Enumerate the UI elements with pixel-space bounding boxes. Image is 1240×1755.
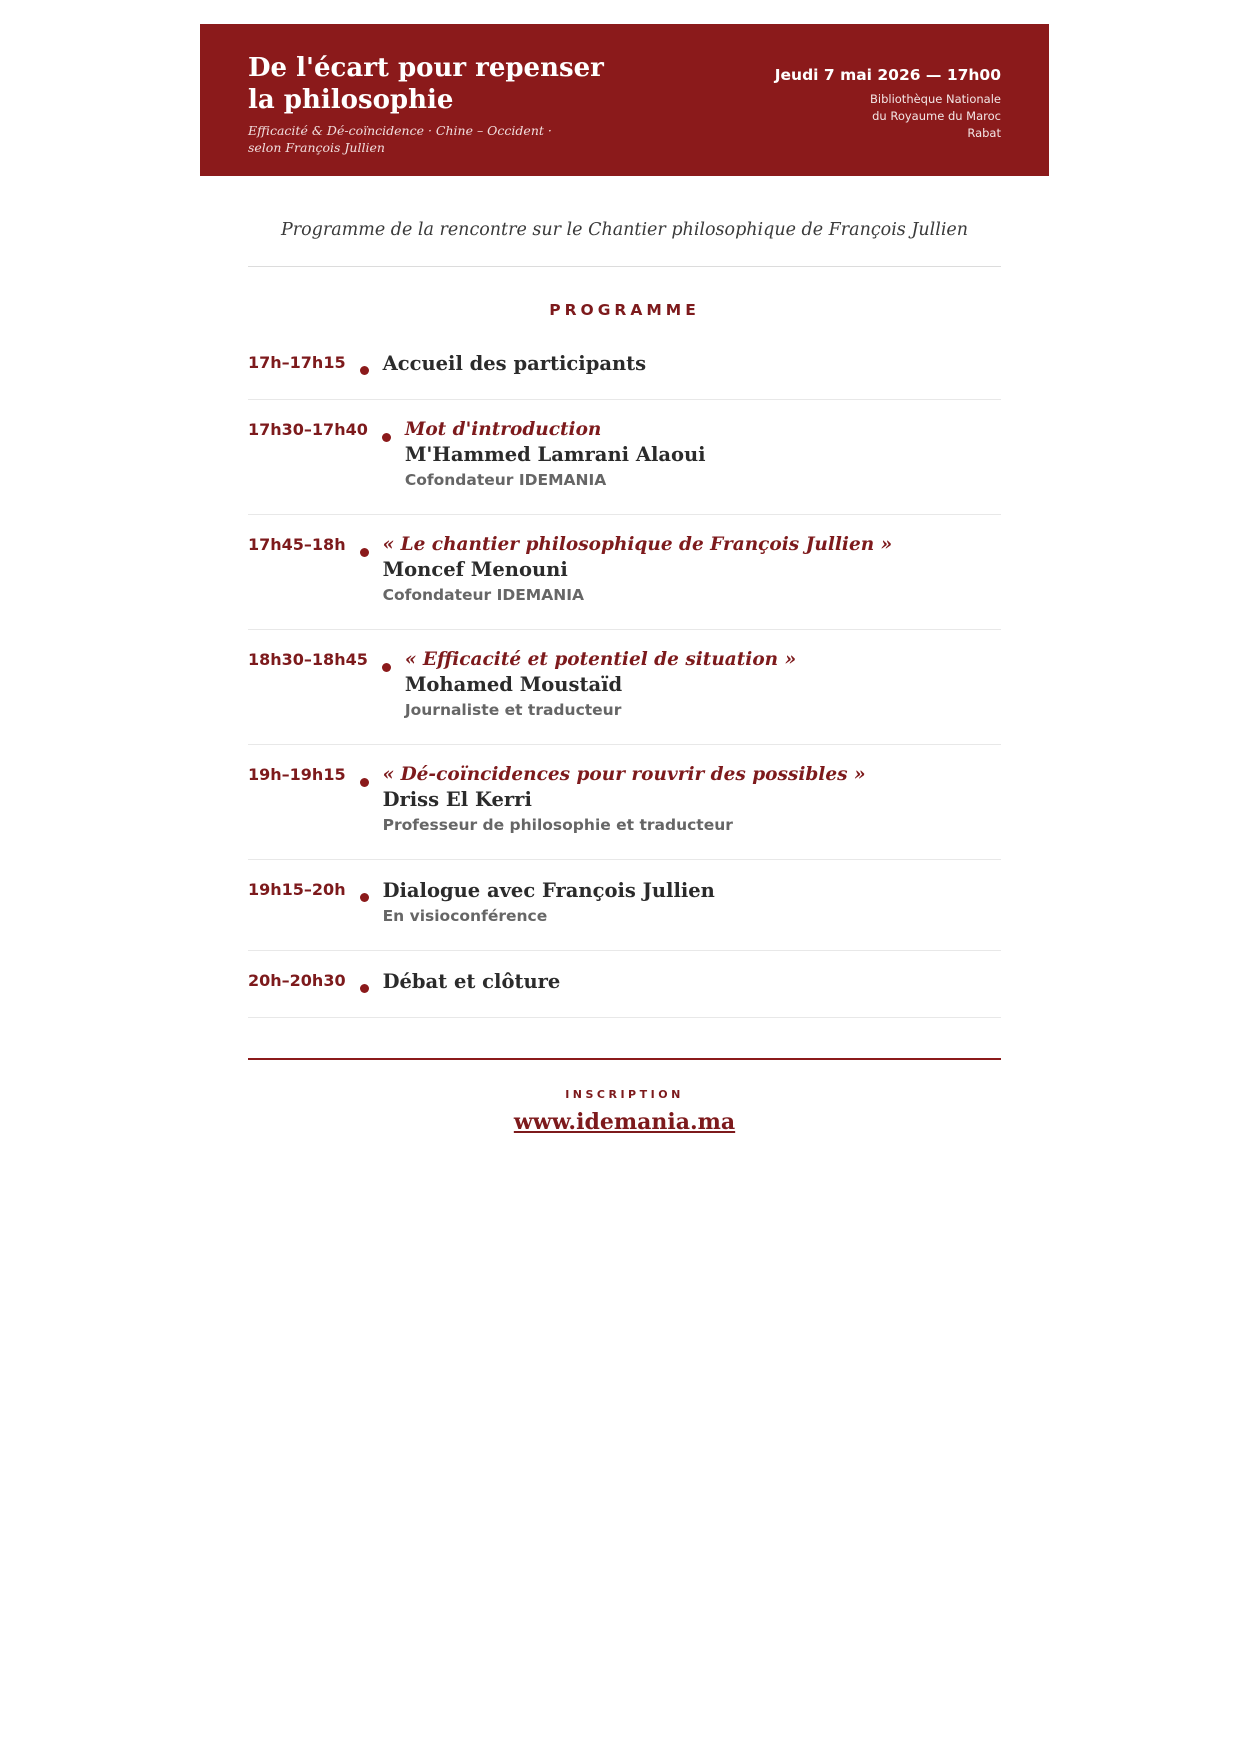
item-speaker: Driss El Kerri [382, 788, 532, 811]
programme-item [248, 745, 1001, 860]
item-body [383, 351, 1001, 377]
item-name: Débat et clôture [382, 970, 561, 993]
inscription-label: INSCRIPTION [565, 1088, 684, 1101]
bullet-dot [382, 433, 391, 442]
bullet-dot [360, 893, 369, 902]
intro-text: Programme de la rencontre sur le Chantier philosophique de François Jullien [248, 220, 1001, 267]
item-time: 17h–17h15 [248, 353, 346, 372]
item-time: 17h30–17h40 [248, 420, 368, 439]
bullet-dot [360, 778, 369, 787]
header-left [248, 52, 668, 176]
item-talk-title: « Dé-coïncidences pour rouvrir des possibles » [382, 764, 866, 785]
event-venue [775, 91, 1001, 142]
bullet-dot [360, 984, 369, 993]
header-right [775, 52, 1001, 176]
programme-page [200, 24, 1049, 1135]
bullet-dot [382, 663, 391, 672]
programme-heading: PROGRAMME [549, 301, 700, 319]
item-talk-title: « Le chantier philosophique de François Jullien » [382, 534, 893, 555]
item-body [383, 878, 1001, 928]
programme-list [248, 333, 1001, 1018]
venue-line-3: Rabat [967, 126, 1001, 140]
item-body [383, 763, 1001, 837]
item-speaker: M'Hammed Lamrani Alaoui [404, 443, 706, 466]
programme-item [248, 515, 1001, 630]
event-subtitle [248, 122, 668, 156]
item-role: Journaliste et traducteur [404, 701, 622, 719]
item-time: 17h45–18h [248, 535, 346, 554]
content [200, 220, 1049, 1135]
item-role: En visioconférence [382, 907, 548, 925]
event-date: Jeudi 7 mai 2026 — 17h00 [774, 66, 1001, 84]
programme-item [248, 630, 1001, 745]
programme-item [248, 951, 1001, 1018]
item-body [383, 969, 1001, 995]
item-speaker: Moncef Menouni [382, 558, 568, 581]
item-time: 18h30–18h45 [248, 650, 368, 669]
section-divider [248, 1058, 1001, 1060]
inscription-link[interactable]: www.idemania.ma [513, 1109, 736, 1135]
bullet-dot [360, 366, 369, 375]
item-speaker: Mohamed Moustaïd [404, 673, 623, 696]
event-title [248, 52, 668, 116]
item-body [405, 418, 1001, 492]
subtitle-line-2: selon François Jullien [248, 140, 385, 155]
item-time: 19h15–20h [248, 880, 346, 899]
item-time: 19h–19h15 [248, 765, 346, 784]
header-banner [200, 24, 1049, 176]
title-line-1: De l'écart pour repenser [248, 53, 604, 83]
item-role: Cofondateur IDEMANIA [382, 586, 584, 604]
item-body [383, 533, 1001, 607]
item-time: 20h–20h30 [248, 971, 346, 990]
subtitle-line-1: Efficacité & Dé-coïncidence · Chine – Occident · [248, 123, 552, 138]
programme-item [248, 333, 1001, 400]
programme-item [248, 860, 1001, 951]
item-name: Accueil des participants [382, 352, 647, 375]
item-role: Professeur de philosophie et traducteur [382, 816, 733, 834]
venue-line-1: Bibliothèque Nationale [870, 92, 1001, 106]
item-name: Dialogue avec François Jullien [382, 879, 715, 902]
programme-item [248, 400, 1001, 515]
bullet-dot [360, 548, 369, 557]
item-talk-title: « Efficacité et potentiel de situation » [404, 649, 797, 670]
title-line-2: la philosophie [248, 85, 454, 115]
item-role: Cofondateur IDEMANIA [404, 471, 607, 489]
venue-line-2: du Royaume du Maroc [872, 109, 1001, 123]
item-body [405, 648, 1001, 722]
item-talk-title: Mot d'introduction [404, 419, 602, 440]
